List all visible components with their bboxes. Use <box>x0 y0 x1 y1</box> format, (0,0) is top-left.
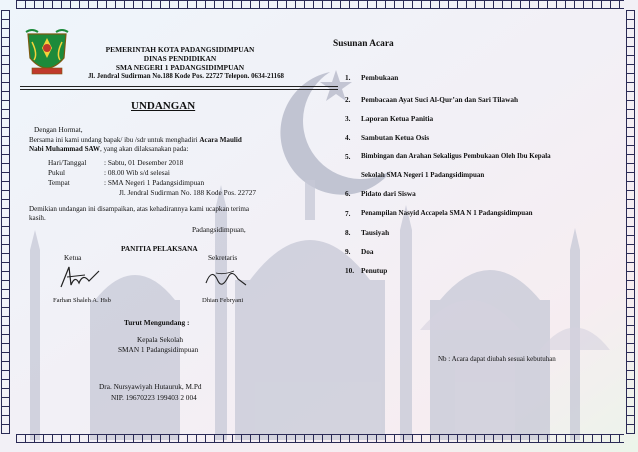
agenda-item: Penutup <box>361 266 388 275</box>
agenda-item-number: 6. <box>345 189 351 198</box>
closing-line-2: kasih. <box>29 214 46 222</box>
decorative-border-right <box>626 10 635 434</box>
secretary-name: Dhian Febryani <box>202 297 244 304</box>
agenda-item: Laporan Ketua Panitia <box>361 114 434 123</box>
principal-nip: NIP. 19670223 199403 2 004 <box>111 393 197 402</box>
agenda-item-number: 2. <box>345 95 351 104</box>
agenda-item: Pidato dari Siswa <box>361 189 416 198</box>
closing-line-1: Demikian undangan ini disampaikan, atas kehadirannya kami ucapkan terima <box>29 205 250 213</box>
co-signer-heading: Turut Mengundang : <box>124 318 190 327</box>
agenda-note: Nb : Acara dapat diubah sesuai kebutuhan <box>438 355 556 363</box>
letterhead-school: SMA NEGERI 1 PADANGSIDIMPUAN <box>115 63 245 72</box>
agenda-item-number: 8. <box>345 228 351 237</box>
secretary-role: Sekretaris <box>208 253 238 262</box>
agenda-item-number: 4. <box>345 133 351 142</box>
agenda-title: Susunan Acara <box>333 39 394 49</box>
agenda-item: Tausiyah <box>361 228 390 237</box>
principal-title-1: Kepala Sekolah <box>137 335 183 344</box>
intro-line-2: Nabi Muhammad SAW, yang akan dilaksanakan pada: <box>29 145 189 153</box>
detail-value-time: : 08.00 Wib s/d selesai <box>104 168 170 177</box>
letterhead-government: PEMERINTAH KOTA PADANGSIDIMPUAN <box>105 45 255 54</box>
agenda-item: Sambutan Ketua Osis <box>361 133 430 142</box>
regional-emblem-icon <box>24 28 70 80</box>
agenda-item-number: 1. <box>345 73 351 82</box>
agenda-item: Penampilan Nasyid Accapela SMA N 1 Padangsidimpuan <box>361 209 533 217</box>
principal-name: Dra. Nursyawiyah Hutauruk, M.Pd <box>99 382 202 391</box>
detail-label-place: Tempat <box>48 178 70 187</box>
agenda-item: Pembukaan <box>361 73 399 82</box>
agenda-item: Doa <box>361 247 374 256</box>
detail-label-time: Pukul <box>48 168 66 177</box>
agenda-item: Bimbingan dan Arahan Sekaligus Pembukaan Oleh Ibu Kepala <box>361 152 551 160</box>
letter-title: UNDANGAN <box>131 100 196 112</box>
detail-value-place: : SMA Negeri 1 Padangsidimpuan <box>104 178 205 187</box>
decorative-border-top <box>16 0 624 9</box>
agenda-item-number: 3. <box>345 114 351 123</box>
agenda-item-number: 10. <box>345 266 355 275</box>
chair-signature <box>55 263 105 293</box>
letterhead-address: Jl. Jendral Sudirman No.188 Kode Pos. 22727 Telepon. 0634-21168 <box>87 73 285 80</box>
chair-role: Ketua <box>64 253 82 262</box>
agenda-item-continued: Sekolah SMA Negeri 1 Padangsidimpuan <box>361 171 485 179</box>
letterhead-department: DINAS PENDIDIKAN <box>143 54 217 63</box>
agenda-item-number: 5. <box>345 152 351 161</box>
letterhead-divider <box>20 86 338 87</box>
intro-line-1: Bersama ini kami undang bapak/ ibu /sdr untuk menghadiri Acara Maulid <box>29 136 242 144</box>
agenda-item-number: 7. <box>345 209 351 218</box>
committee-heading: PANITIA PELAKSANA <box>121 244 198 253</box>
agenda-item: Pembacaan Ayat Suci Al-Qur’an dan Sari Tilawah <box>361 95 519 104</box>
detail-label-date: Hari/Tanggal <box>48 158 87 167</box>
detail-value-date: : Sabtu, 01 Desember 2018 <box>104 158 184 167</box>
principal-title-2: SMAN 1 Padangsidimpuan <box>118 345 199 354</box>
agenda-item-number: 9. <box>345 247 351 256</box>
detail-address: Jl. Jendral Sudirman No. 188 Kode Pos. 22727 <box>119 188 257 197</box>
letterhead-divider-thin <box>20 89 338 90</box>
secretary-signature <box>198 263 253 293</box>
greeting: Dengan Hormat, <box>34 125 83 134</box>
chair-name: Farhan Shaleh A. Hsb <box>53 297 111 304</box>
place-date: Padangsidimpuan, <box>192 225 246 234</box>
decorative-border-bottom <box>16 434 624 443</box>
